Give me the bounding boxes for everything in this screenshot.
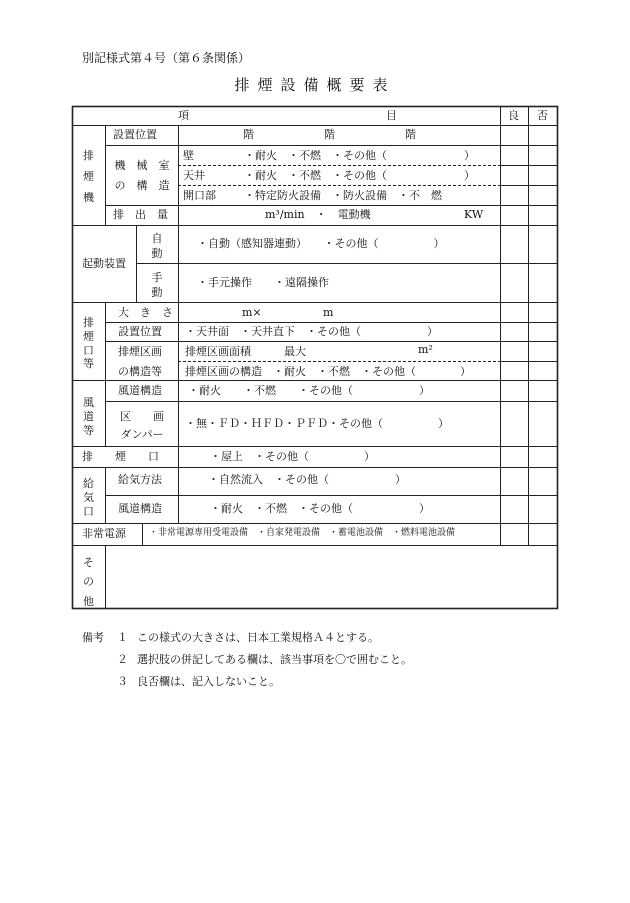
outlet-position-label: 設置位置 — [118, 325, 162, 338]
remark-num-3: ３ — [117, 675, 128, 688]
duct-structure-options: ・耐火 ・不燃 ・その他（ ） — [188, 384, 430, 397]
emergency-power-options: ・非常電源専用受電設備 ・自家発電設備 ・蓄電池設備 ・燃料電池設備 — [149, 528, 456, 538]
ceiling-options: ・耐火 ・不燃 ・その他（ ） — [244, 169, 475, 182]
supply-duct-options: ・耐火 ・不燃 ・その他（ ） — [210, 502, 430, 515]
floor-1: 階 — [243, 128, 254, 141]
other-label: そ の 他 — [83, 556, 94, 608]
header-good: 良 — [508, 109, 519, 122]
duct-structure-label: 風道構造 — [118, 384, 162, 397]
outlet-position-options: ・天井面 ・天井直下 ・その他（ ） — [185, 325, 438, 338]
zone-structure-label: の構造等 — [118, 365, 162, 378]
auto-options: ・自動（感知器連動） ・その他（ ） — [197, 237, 445, 250]
damper-options: ・無・ＦＤ・ＨＦＤ・ＰＦＤ・その他（ ） — [185, 417, 449, 430]
exhaust-port-options: ・屋上 ・その他（ ） — [210, 450, 375, 463]
smoke-zone-label: 排煙区画 — [118, 345, 162, 358]
header-bad: 否 — [537, 109, 548, 122]
auto-label: 自 動 — [151, 232, 163, 260]
form-reference: 別記様式第４号（第６条関係） — [82, 51, 251, 65]
opening-options: ・特定防火設備 ・防火設備 ・不 燃 — [244, 189, 442, 202]
supply-method-label: 給気方法 — [118, 473, 162, 486]
manual-options: ・手元操作 ・遠隔操作 — [197, 276, 329, 289]
remark-num-2: ２ — [117, 653, 128, 666]
damper-label: 区 画 ダンパー — [120, 410, 164, 441]
zone-structure-options: 排煙区画の構造 ・耐火 ・不燃 ・その他（ ） — [185, 365, 471, 378]
motor-unit: KW — [464, 208, 484, 221]
ceiling-label: 天井 — [183, 169, 205, 182]
area-unit: m² — [418, 343, 433, 356]
size-width: m× — [242, 306, 262, 319]
wall-options: ・耐火 ・不燃 ・その他（ ） — [244, 149, 475, 162]
machine-room-label: 機 械 室 の 構 造 — [114, 159, 170, 192]
wall-label: 壁 — [183, 149, 194, 162]
size-label: 大 き さ — [118, 306, 173, 319]
manual-label: 手 動 — [151, 271, 163, 299]
header-item: 項 — [178, 109, 189, 122]
exhaust-port-label: 排 煙 口 — [82, 450, 159, 463]
remark-text-2: 選択肢の併記してある欄は、該当事項を〇で囲むこと。 — [137, 653, 412, 666]
remark-text-1: この様式の大きさは、日本工業規格Ａ４とする。 — [137, 631, 379, 644]
smoke-zone-area: 排煙区画面積 最大 — [185, 345, 306, 358]
floor-2: 階 — [324, 128, 335, 141]
supply-duct-label: 風道構造 — [118, 502, 162, 515]
opening-label: 開口部 — [183, 189, 216, 202]
size-height: m — [323, 306, 334, 319]
supply-label: 給 気 口 — [83, 477, 94, 518]
remark-num-1: １ — [117, 631, 128, 644]
install-position-label: 設置位置 — [113, 128, 157, 141]
outlet-label: 排 煙 口 等 — [83, 316, 94, 371]
output-label: 排 出 量 — [113, 208, 168, 221]
header-item-2: 目 — [386, 109, 397, 122]
remarks-label: 備考 — [82, 631, 104, 644]
page-title: 排煙設備概要表 — [234, 76, 396, 94]
output-unit: m³/min ・ 電動機 — [265, 208, 371, 221]
smoke-machine-label: 排 煙 機 — [83, 149, 94, 204]
supply-method-options: ・自然流入 ・その他（ ） — [208, 473, 406, 486]
floor-3: 階 — [405, 128, 416, 141]
remark-text-3: 良否欄は、記入しないこと。 — [137, 675, 280, 688]
duct-label: 風 道 等 — [83, 396, 94, 437]
emergency-power-label: 非常電源 — [82, 527, 126, 540]
startup-label: 起動装置 — [82, 257, 126, 270]
